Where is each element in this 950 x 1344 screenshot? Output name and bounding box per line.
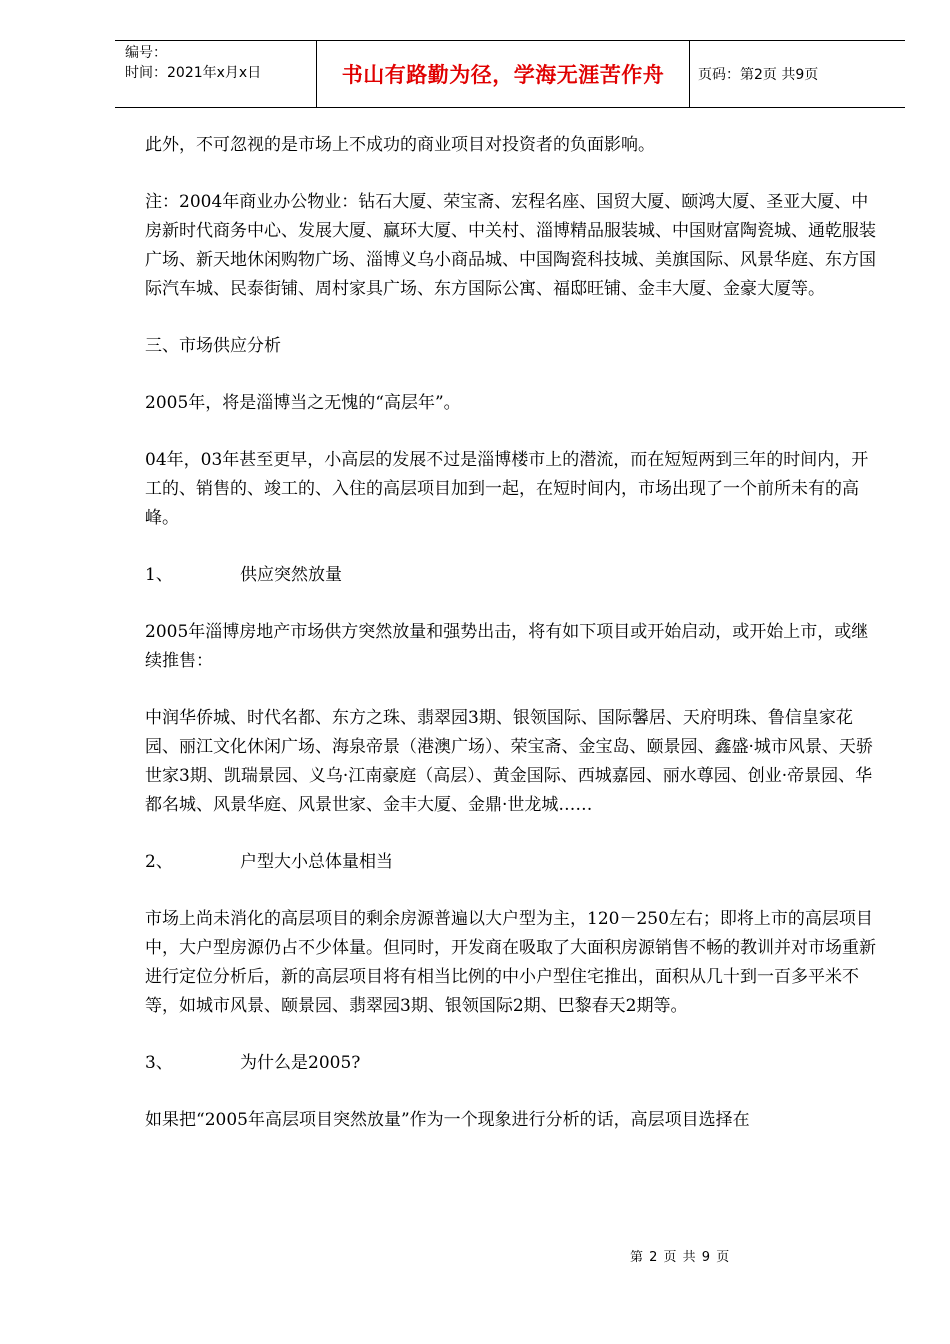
list-number: 2、: [145, 852, 173, 872]
list-title: 供应突然放量: [240, 565, 342, 585]
list-heading-2: [145, 848, 880, 877]
paragraph: 2005年，将是淄博当之无愧的“高层年”。: [145, 393, 461, 413]
paragraph: 注：2004年商业办公物业：钻石大厦、荣宝斋、宏程名座、国贸大厦、颐鸿大厦、圣亚大厦、中房新时代商务中心、发展大厦、赢环大厦、中关村、淄博精品服装城、中国财富陶瓷城、通乾服装广场、新天地休闲购物广场、淄博义乌小商品城、中国陶瓷科技城、美旗国际、风景华庭、东方国际汽车城、民泰街铺、周村家具广场、东方国际公寓、福邸旺铺、金丰大厦、金豪大厦等。: [145, 192, 876, 299]
header-motto-cell: [316, 41, 690, 107]
time-label: 时间：2021年x月x日: [125, 65, 262, 81]
document-body: [145, 131, 880, 1163]
header-page-cell: [690, 41, 905, 107]
motto-text: 书山有路勤为径，学海无涯苦作舟: [341, 63, 665, 87]
paragraph: 04年，03年甚至更早，小高层的发展不过是淄博楼市上的潜流，而在短短两到三年的时间内，开工的、销售的、竣工的、入住的高层项目加到一起，在短时间内，市场出现了一个前所未有的高峰。: [145, 450, 869, 528]
page-label: 页码：第2页 共9页: [698, 67, 819, 83]
list-number: 1、: [145, 565, 173, 585]
list-number: 3、: [145, 1053, 173, 1073]
paragraph: 市场上尚未消化的高层项目的剩余房源普遍以大户型为主，120－250左右；即将上市的高层项目中，大户型房源仍占不少体量。但同时，开发商在吸取了大面积房源销售不畅的教训并对市场重新进行定位分析后，新的高层项目将有相当比例的中小户型住宅推出，面积从几十到一百多平米不等，如城市风景、颐景园、翡翠园3期、银领国际2期、巴黎春天2期等。: [145, 909, 876, 1016]
list-heading-1: [145, 561, 880, 590]
page-header: [115, 40, 905, 108]
header-meta: [115, 41, 316, 107]
paragraph: 此外，不可忽视的是市场上不成功的商业项目对投资者的负面影响。: [145, 135, 655, 155]
list-title: 户型大小总体量相当: [240, 852, 393, 872]
list-heading-3: [145, 1049, 880, 1078]
paragraph: 如果把“2005年高层项目突然放量”作为一个现象进行分析的话，高层项目选择在: [145, 1110, 750, 1130]
paragraph: 2005年淄博房地产市场供方突然放量和强势出击，将有如下项目或开始启动，或开始上市，或继续推售：: [145, 622, 869, 671]
list-title: 为什么是2005?: [240, 1053, 361, 1073]
code-label: 编号：: [125, 45, 167, 61]
section-heading: 三、市场供应分析: [145, 336, 281, 356]
page-footer: 第 2 页 共 9 页: [630, 1250, 730, 1265]
paragraph: 中润华侨城、时代名都、东方之珠、翡翠园3期、银领国际、国际馨居、天府明珠、鲁信皇家花园、丽江文化休闲广场、海泉帝景（港澳广场）、荣宝斋、金宝岛、颐景园、鑫盛·城市风景、天骄世家3期、凯瑞景园、义乌·江南豪庭（高层）、黄金国际、西城嘉园、丽水尊园、创业·帝景园、华都名城、风景华庭、风景世家、金丰大厦、金鼎·世龙城……: [145, 708, 873, 815]
